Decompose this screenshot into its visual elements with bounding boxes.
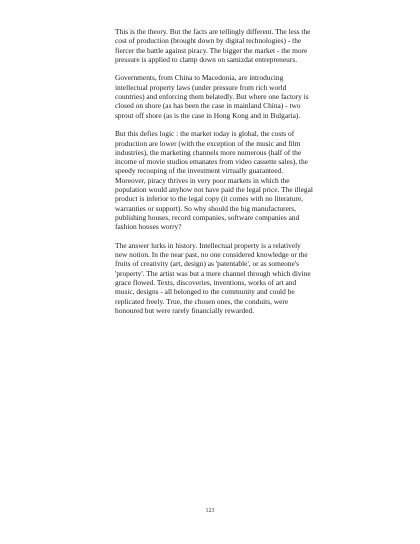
body-text	[115, 27, 313, 325]
paragraph-4: The answer lurks in history. Intellectual property is a relatively new notion. In the near past, no one considered knowledge or the fruits of creativity (art, design) as 'patentable', or as someone's 'property'. The artist was but a mere channel through which divine grace flowed. Texts, discoveries, inventions, works of art and music, designs - all belonged to the community and could be replicated freely. True, the chosen ones, the conduits, were honoured but were rarely financially rewarded.	[115, 240, 311, 315]
paragraph-1: This is the theory. But the facts are tellingly different. The less the cost of production (brought down by digital technologies) - the fiercer the battle against piracy. The bigger the market - the more pressure is applied to clamp down on samizdat entrepreneurs.	[115, 27, 311, 64]
paragraph-3: But this defies logic : the market today is global, the costs of production are lower (with the exception of the music and film industries), the marketing channels more numerous (half of the income of movie studios emanates from video cassette sales), the speedy recouping of the investment virtually guaranteed. Moreover, piracy thrives in very poor markets in which the population would anyhow not have paid the legal price. The illegal product is inferior to the legal copy (it comes with no literature, warranties or support). So why should the big manufacturers, publishing houses, record companies, software companies and fashion houses worry?	[115, 129, 313, 232]
page-number: 123	[205, 508, 215, 514]
paragraph-2: Governments, from China to Macedonia, are introducing intellectual property laws (under pressure from rich world countries) and enforcing them belatedly. But where one factory is closed on shore (as has been the case in mainland China) - two sprout off shore (as is the case in Hong Kong and in Bulgaria).	[115, 73, 309, 120]
